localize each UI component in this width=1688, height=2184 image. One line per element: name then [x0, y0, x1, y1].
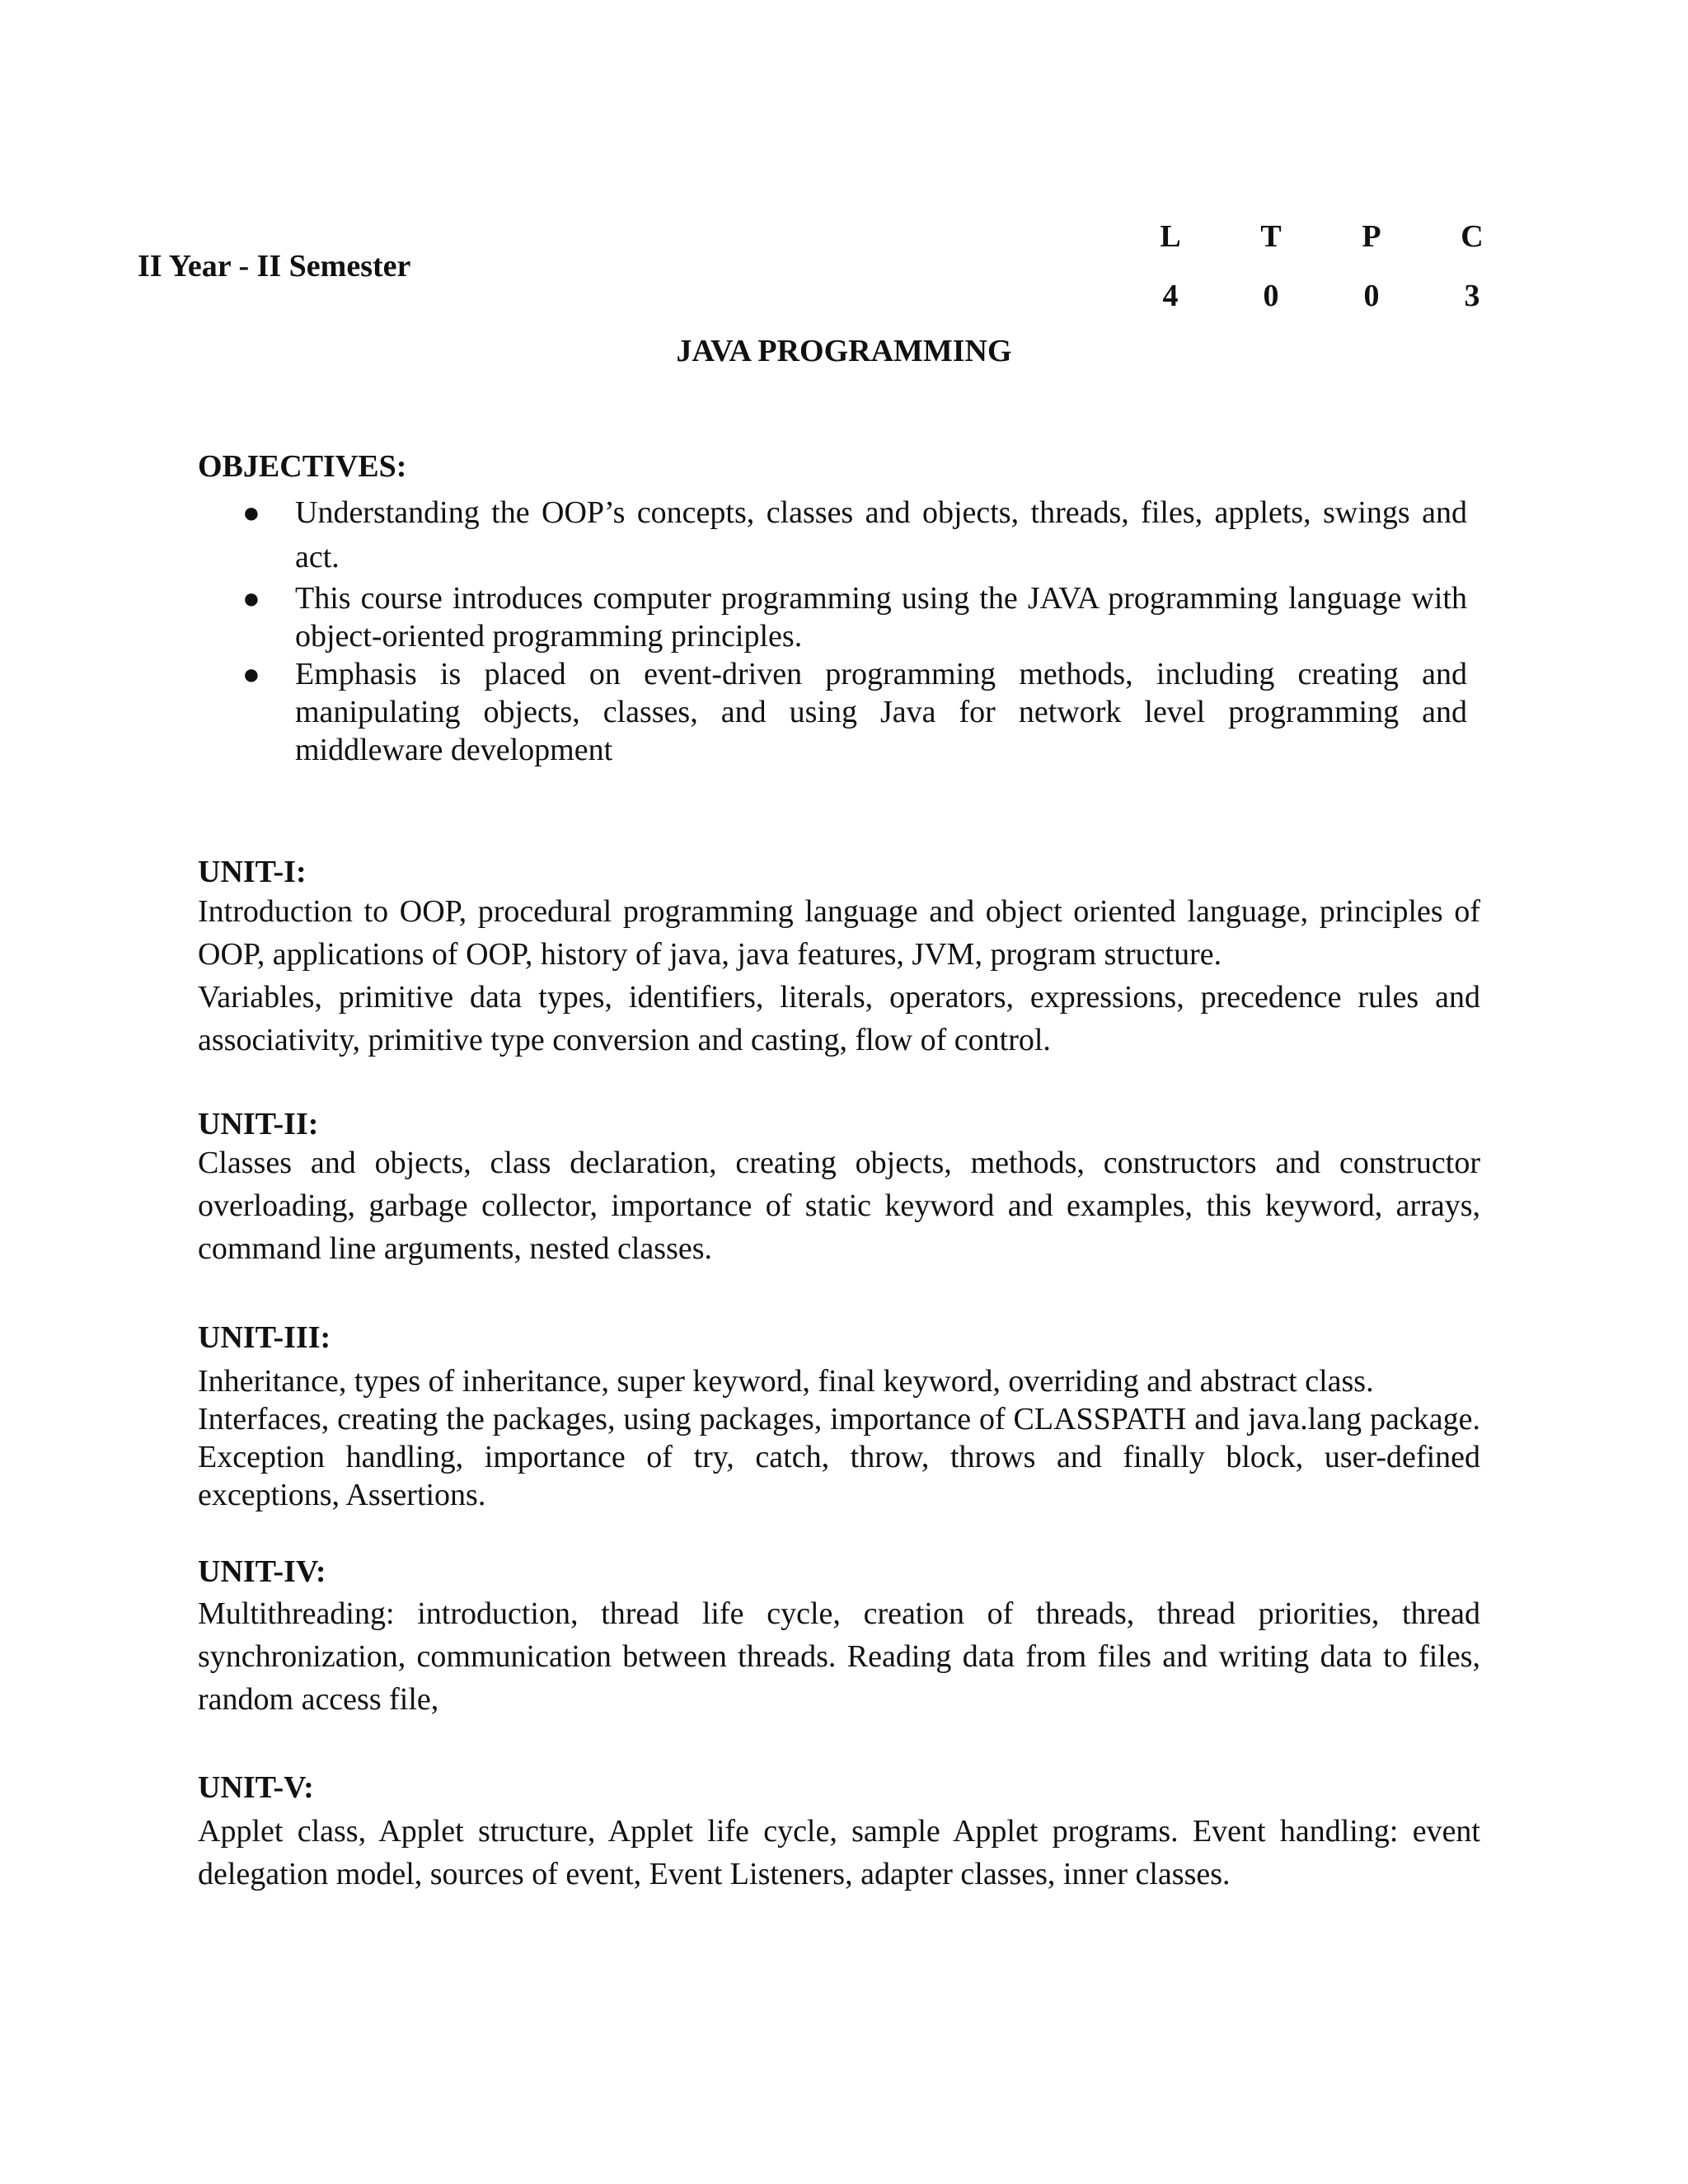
- ltpc-value-c: 3: [1464, 279, 1480, 313]
- ltpc-value-p: 0: [1363, 279, 1380, 313]
- unit-1-body: [198, 890, 1480, 1062]
- unit-1-paragraph: Variables, primitive data types, identifiers, literals, operators, expressions, precedence rules and associativity, primitive type conversion and casting, flow of control.: [198, 980, 1480, 1057]
- unit-3-body: [198, 1362, 1480, 1514]
- bullet-icon: ●: [242, 496, 260, 529]
- unit-5-body: [198, 1810, 1480, 1896]
- unit-2-heading: UNIT-II:: [198, 1107, 319, 1141]
- ltpc-value-t: 0: [1263, 279, 1279, 313]
- ltpc-label-t: T: [1260, 219, 1282, 254]
- ltpc-value-l: 4: [1162, 279, 1179, 313]
- ltpc-label-c: C: [1461, 219, 1484, 254]
- unit-3-paragraph: Inheritance, types of inheritance, super keyword, final keyword, overriding and abstract class.: [198, 1364, 1374, 1399]
- unit-4-body: [198, 1592, 1480, 1721]
- objective-item: [239, 655, 1467, 769]
- objective-text: Understanding the OOP’s concepts, classes and objects, threads, files, applets, swings and act.: [295, 495, 1467, 574]
- unit-2-paragraph: Classes and objects, class declaration, creating objects, methods, constructors and constructor overloading, garbage collector, importance of static keyword and examples, this keyword, arrays, command line arguments, nested classes.: [198, 1146, 1480, 1266]
- unit-4-paragraph: Multithreading: introduction, thread life cycle, creation of threads, thread priorities, thread synchronization, communication between threads. Reading data from files and writing data to files, random access file,: [198, 1596, 1480, 1717]
- semester-label: II Year - II Semester: [138, 249, 411, 284]
- objective-text: This course introduces computer programming using the JAVA programming language with object-oriented programming principles.: [295, 581, 1467, 654]
- unit-2-body: [198, 1141, 1480, 1270]
- unit-4-heading: UNIT-IV:: [198, 1554, 326, 1589]
- objectives-heading: OBJECTIVES:: [198, 449, 407, 484]
- unit-5-heading: UNIT-V:: [198, 1770, 314, 1805]
- bullet-icon: ●: [242, 658, 260, 691]
- ltpc-label-l: L: [1160, 219, 1181, 254]
- objective-text: Emphasis is placed on event-driven programming methods, including creating and manipulating objects, classes, and using Java for network level programming and middleware development: [295, 657, 1467, 767]
- objective-item: [239, 490, 1467, 579]
- ltpc-label-p: P: [1362, 219, 1381, 254]
- bullet-icon: ●: [242, 582, 260, 615]
- objective-item: [239, 579, 1467, 655]
- course-title: JAVA PROGRAMMING: [676, 334, 1012, 368]
- unit-3-paragraph: Interfaces, creating the packages, using packages, importance of CLASSPATH and java.lang package. Exception handling, importance of try, catch, throw, throws and finally block, user-defined exceptions, Assertions.: [198, 1402, 1480, 1512]
- unit-5-paragraph: Applet class, Applet structure, Applet life cycle, sample Applet programs. Event handling: event delegation model, sources of event, Event Listeners, adapter classes, inner classes.: [198, 1814, 1480, 1891]
- unit-3-heading: UNIT-III:: [198, 1320, 331, 1355]
- unit-1-heading: UNIT-I:: [198, 855, 307, 889]
- unit-1-paragraph: Introduction to OOP, procedural programming language and object oriented language, principles of OOP, applications of OOP, history of java, java features, JVM, program structure.: [198, 894, 1480, 972]
- objectives-list: [239, 490, 1467, 769]
